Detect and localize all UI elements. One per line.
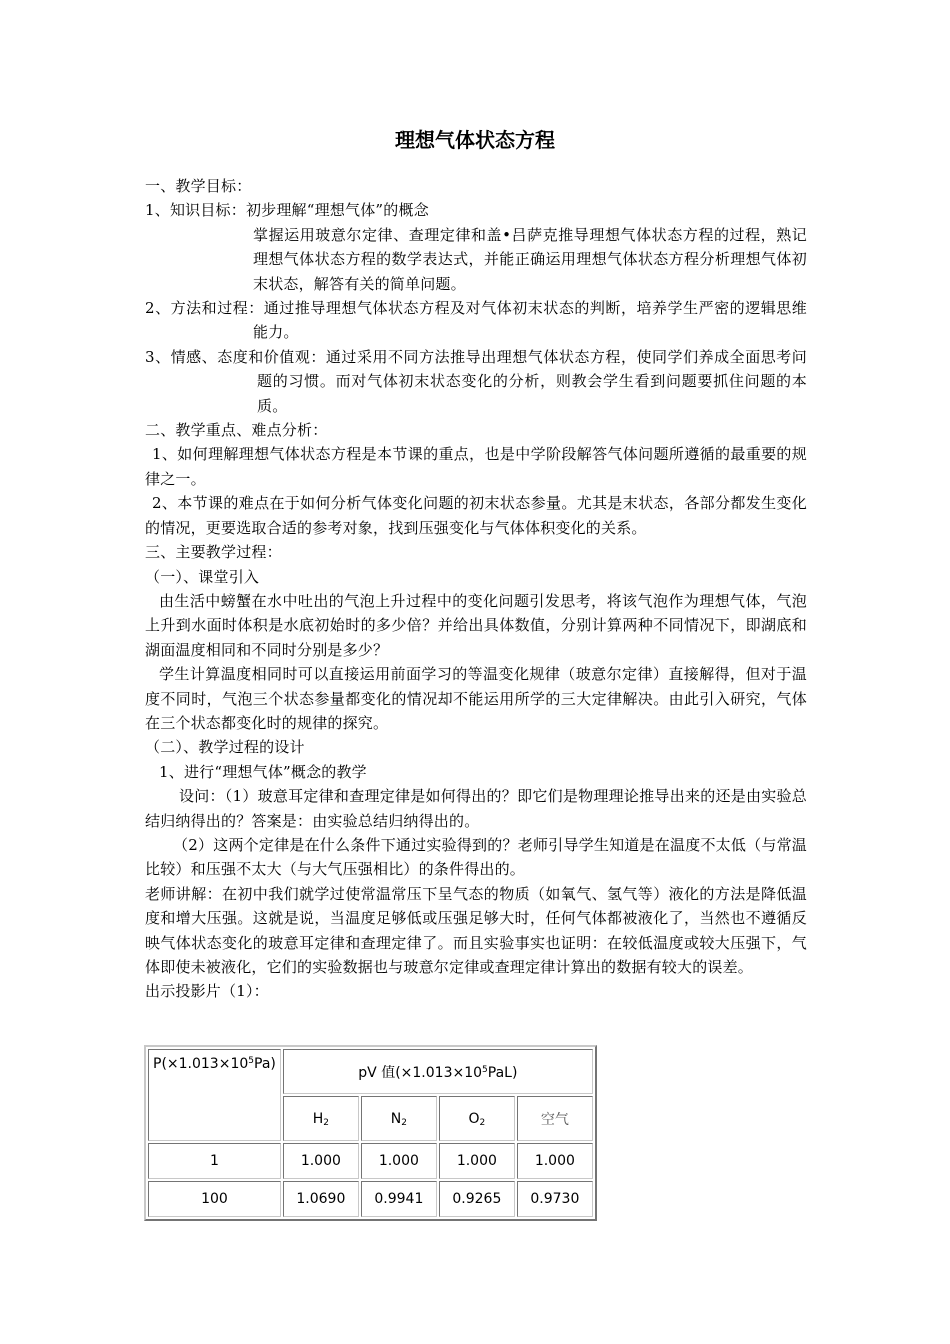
question-1: 设问：（1）玻意耳定律和查理定律是如何得出的？即它们是物理理论推导出来的还是由实验总结归纳得出的？答案是：由实验总结归纳得出的。 <box>145 787 807 830</box>
table-cell-n2: 1.000 <box>361 1143 437 1179</box>
knowledge-goal-text: 初步理解“理想气体”的概念 <box>245 201 429 220</box>
table-cell-air: 1.000 <box>517 1143 593 1179</box>
subsection-heading-design: （二）、教学过程的设计 <box>145 738 305 757</box>
pv-header: pV 值$(\times 1.013\times 10^5PaL)$ <box>283 1049 593 1094</box>
attitude-goal <box>145 345 807 418</box>
table-cell-pressure: 1 <box>148 1143 281 1179</box>
pv-data-table <box>144 1045 597 1221</box>
subsection-heading-intro: （一）、课堂引入 <box>145 567 260 586</box>
method-goal <box>145 296 807 345</box>
method-goal-text: 通过推导理想气体状态方程及对气体初末状态的判断，培养学生严密的逻辑思维能力。 <box>253 299 807 342</box>
section-heading-goals: 一、教学目标： <box>145 177 252 195</box>
gas-header-h2: $H_2$ <box>283 1096 359 1141</box>
design-item-1: 1、进行“理想气体”概念的教学 <box>159 762 367 781</box>
table-cell-o2: 0.9265 <box>439 1181 515 1217</box>
knowledge-goal <box>145 198 807 222</box>
method-goal-label: 2、方法和过程： <box>145 299 264 318</box>
pressure-header: $P(\times 1.013\times 10^5Pa)$ <box>148 1049 281 1141</box>
page-title: 理想气体状态方程 <box>395 128 555 152</box>
attitude-goal-label: 3、情感、态度和价值观： <box>145 347 326 366</box>
gas-header-air: 空气 <box>517 1096 593 1141</box>
gas-header-n2: $N_2$ <box>361 1096 437 1141</box>
attitude-goal-text: 通过采用不同方法推导出理想气体状态方程，使同学们养成全面思考问题的习惯。而对气体初末状态变化的分析，则教会学生看到问题要抓住问题的本质。 <box>257 347 807 415</box>
table-cell-h2: 1.000 <box>283 1143 359 1179</box>
table-cell-pressure: 100 <box>148 1181 281 1217</box>
table-cell-air: 0.9730 <box>517 1181 593 1217</box>
slide-caption: 出示投影片（1）： <box>145 982 269 1001</box>
keypoint-1: 1、如何理解理想气体状态方程是本节课的重点，也是中学阶段解答气体问题所遵循的最重要的规律之一。 <box>145 445 807 488</box>
knowledge-goal-label: 1、知识目标： <box>145 201 246 220</box>
knowledge-goal-continuation: 掌握运用玻意尔定律、查理定律和盖•吕萨克推导理想气体状态方程的过程，熟记理想气体状态方程的数学表达式，并能正确运用理想气体状态方程分析理想气体初末状态，解答有关的简单问题。 <box>253 225 807 293</box>
question-2: （2）这两个定律是在什么条件下通过实验得到的？老师引导学生知道是在温度不太低（与常温比较）和压强不太大（与大气压强相比）的条件得出的。 <box>145 835 807 879</box>
keypoint-2: 2、本节课的难点在于如何分析气体变化问题的初末状态参量。尤其是末状态，各部分都发生变化的情况，更要选取合适的参考对象，找到压强变化与气体体积变化的关系。 <box>145 494 807 537</box>
section-heading-keypoints: 二、教学重点、难点分析： <box>145 421 328 440</box>
document-body <box>145 174 807 1004</box>
table-cell-n2: 0.9941 <box>361 1181 437 1217</box>
intro-paragraph-1: 由生活中螃蟹在水中吐出的气泡上升过程中的变化问题引发思考，将该气泡作为理想气体，气泡上升到水面时体积是水底初始时的多少倍？并给出具体数值，分别计算两种不同情况下，即湖底和湖面温度相同和不同时分别是多少？ <box>145 591 807 659</box>
gas-header-o2: $O_2$ <box>439 1096 515 1141</box>
teacher-explanation: 老师讲解：在初中我们就学过使常温常压下呈气态的物质（如氧气、氢气等）液化的方法是降低温度和增大压强。这就是说，当温度足够低或压强足够大时，任何气体都被液化了，当然也不遵循反映气体状态变化的玻意耳定律和查理定律了。而且实验事实也证明：在较低温度或较大压强下，气体即使未被液化，它们的实验数据也与玻意尔定律或查理定律计算出的数据有较大的误差。 <box>145 884 807 976</box>
intro-paragraph-2: 学生计算温度相同时可以直接运用前面学习的等温变化规律（玻意尔定律）直接解得，但对于温度不同时，气泡三个状态参量都变化的情况却不能运用所学的三大定律解决。由此引入研究，气体在三个状态都变化时的规律的探究。 <box>145 665 807 732</box>
table-cell-h2: 1.0690 <box>283 1181 359 1217</box>
section-heading-process: 三、主要教学过程： <box>145 543 282 562</box>
table-cell-o2: 1.000 <box>439 1143 515 1179</box>
